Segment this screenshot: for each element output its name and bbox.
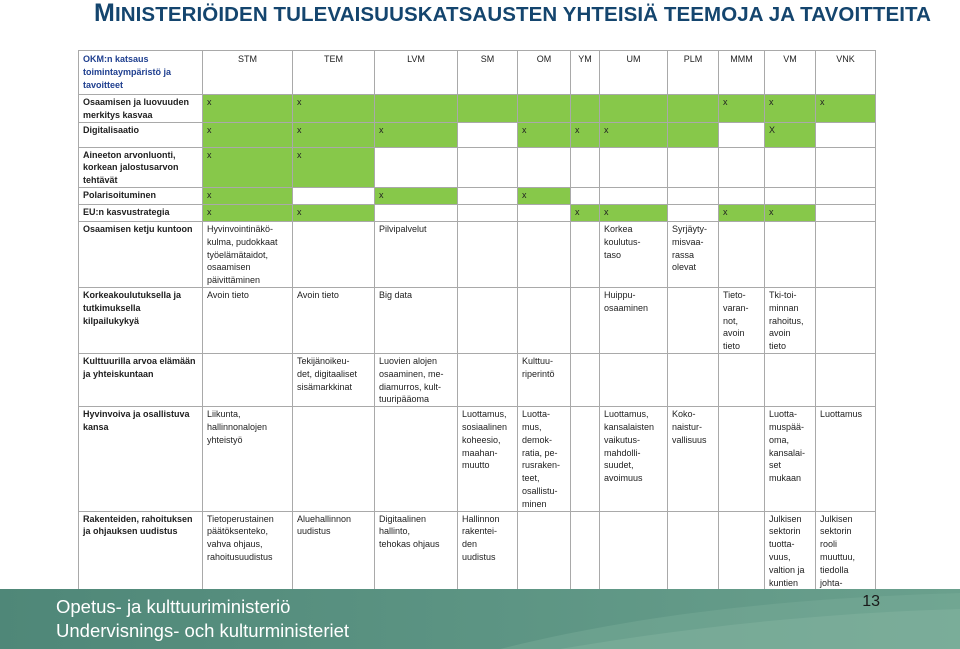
footer-swoosh-decoration (500, 589, 960, 649)
row-topic: Digitalisaatio (79, 122, 203, 147)
table-cell (458, 147, 518, 187)
table-cell (571, 287, 600, 353)
cell-text: x (820, 97, 825, 107)
table-cell (518, 221, 571, 287)
cell-text: Digitaalinen hallinto, tehokas ohjaus (379, 513, 440, 550)
table-cell (375, 95, 458, 123)
table-cell (375, 407, 458, 511)
table-cell (571, 95, 600, 123)
slide-title-rest: INISTERIÖIDEN TULEVAISUUSKATSAUSTEN YHTEISIÄ TEEMOJA JA TAVOITTEITA (114, 3, 932, 26)
cell-text: x (604, 206, 609, 217)
row-topic: Hyvinvoiva ja osallistuva kansa (79, 407, 203, 511)
table-cell (816, 147, 876, 187)
cell-text: Big data (379, 289, 413, 300)
cell-text: x (379, 189, 384, 200)
table-cell (293, 287, 375, 353)
cell-text: x (723, 206, 728, 217)
table-cell (375, 147, 458, 187)
table-cell (816, 287, 876, 353)
table-row (79, 187, 876, 204)
table-cell (203, 147, 293, 187)
table-cell (719, 204, 765, 221)
table-cell (719, 187, 765, 204)
column-header: STM (203, 51, 293, 95)
cell-text: x (575, 124, 580, 135)
cell-text: x (207, 206, 212, 217)
cell-text: Pilvipalvelut (379, 223, 427, 234)
table-row (79, 122, 876, 147)
table-cell (600, 287, 668, 353)
table-cell (293, 221, 375, 287)
table-cell (375, 187, 458, 204)
cell-text: Luotta- muspää- oma, kansalai- set mukaan (769, 409, 806, 484)
column-header: UM (600, 51, 668, 95)
table-cell (719, 95, 765, 123)
table-cell (816, 95, 876, 123)
cell-text: x (522, 189, 527, 200)
table-row (79, 147, 876, 187)
cell-text: x (207, 189, 212, 200)
table-cell (719, 287, 765, 353)
table-cell (816, 204, 876, 221)
cell-text: x (207, 124, 212, 135)
table-row (79, 221, 876, 287)
row-topic: Korkeakoulutuksella ja tutkimuksella kilpailukykyä (79, 287, 203, 353)
cell-text: x (297, 97, 302, 107)
cell-text: Hallinnon rakentei- den uudistus (462, 513, 500, 562)
ministry-name-swedish: Undervisnings- och kulturministeriet (56, 620, 350, 641)
table-cell (458, 287, 518, 353)
column-header: YM (571, 51, 600, 95)
table-cell (600, 353, 668, 406)
column-header: OM (518, 51, 571, 95)
table-cell (518, 187, 571, 204)
table-cell (668, 353, 719, 406)
table-cell (668, 187, 719, 204)
table-cell (571, 353, 600, 406)
table-cell (203, 407, 293, 511)
row-topic: EU:n kasvustrategia (79, 204, 203, 221)
cell-text: Luottamus, sosiaalinen koheesio, maahan- muutto (462, 409, 508, 471)
cell-text: Avoin tieto (297, 289, 339, 300)
cell-text: Kulttuu- riperintö (522, 355, 555, 379)
table-cell (600, 204, 668, 221)
table-cell (458, 353, 518, 406)
table-cell (719, 147, 765, 187)
table-cell (293, 353, 375, 406)
table-cell (293, 204, 375, 221)
cell-text: x (604, 124, 609, 135)
table-cell (375, 122, 458, 147)
cell-text: x (723, 97, 728, 107)
page-number: 13 (862, 593, 880, 610)
cell-text: x (379, 124, 384, 135)
corner-header: OKM:n katsaus toimintaympäristö ja tavoitteet (79, 51, 203, 95)
cell-text: Tki-toi- minnan rahoitus, avoin tieto (769, 289, 804, 352)
table-cell (293, 95, 375, 123)
row-topic: Rakenteiden, rahoituksen ja ohjauksen uudistus (79, 511, 203, 603)
table-cell (816, 122, 876, 147)
table-cell (518, 353, 571, 406)
cell-text: x (207, 149, 212, 160)
cell-text: Korkea koulutus- taso (604, 223, 641, 260)
cell-text: Syrjäyty- misvaa- rassa olevat (672, 223, 708, 273)
table-cell (518, 95, 571, 123)
table-cell (668, 204, 719, 221)
table-cell (203, 204, 293, 221)
cell-text: Julkisen sektorin tuotta- vuus, valtion ja kuntien (769, 513, 805, 588)
row-topic: Polarisoituminen (79, 187, 203, 204)
table-cell (816, 407, 876, 511)
row-topic: Kulttuurilla arvoa elämään ja yhteiskuntaan (79, 353, 203, 406)
column-header: PLM (668, 51, 719, 95)
table-row (79, 407, 876, 511)
table-cell (293, 147, 375, 187)
table-cell (458, 187, 518, 204)
cell-text: x (207, 97, 212, 107)
table-cell (203, 187, 293, 204)
table-row (79, 204, 876, 221)
table-cell (765, 122, 816, 147)
table-cell (765, 287, 816, 353)
table-row (79, 353, 876, 406)
table-cell (203, 221, 293, 287)
cell-text: x (769, 206, 774, 217)
table-cell (600, 147, 668, 187)
table-cell (668, 287, 719, 353)
row-topic: Osaamisen ja luovuuden merkitys kasvaa (79, 95, 203, 123)
cell-text: Tietoperustainen päätöksenteko, vahva ohjaus, rahoitusuudistus (207, 513, 274, 562)
table-cell (518, 122, 571, 147)
table-cell (571, 187, 600, 204)
slide-title-initial: M (94, 0, 115, 27)
table-cell (719, 122, 765, 147)
table-cell (668, 122, 719, 147)
table-cell (518, 204, 571, 221)
cell-text: Huippu- osaaminen (604, 289, 649, 313)
column-header: MMM (719, 51, 765, 95)
table-cell (375, 204, 458, 221)
cell-text: Tieto- varan- not, avoin tieto (723, 289, 749, 352)
cell-text: Tekijänoikeu- det, digitaaliset sisämarkkinat (297, 355, 358, 392)
table-cell (518, 407, 571, 511)
cell-text: Aluehallinnon uudistus (297, 513, 352, 537)
table-cell (293, 187, 375, 204)
cell-text: Julkisen sektorin rooli muuttuu, tiedolla johta- (820, 513, 856, 588)
table-cell (765, 95, 816, 123)
table-cell (668, 221, 719, 287)
table-cell (765, 353, 816, 406)
table-cell (668, 407, 719, 511)
header-row (79, 51, 876, 95)
table-cell (203, 287, 293, 353)
table-cell (458, 122, 518, 147)
cell-text: x (522, 124, 527, 135)
table-cell (518, 287, 571, 353)
cell-text: Luotta- mus, demok- ratia, pe- rusraken- teet, osallistu- minen (522, 409, 561, 509)
table-cell (765, 221, 816, 287)
table-cell (600, 122, 668, 147)
table-cell (203, 95, 293, 123)
cell-text: Hyvinvointinäkö- kulma, pudokkaat työelämätaidot, osaamisen päivittäminen (207, 223, 278, 286)
table-cell (458, 204, 518, 221)
cell-text: Koko- naistur- vallisuus (672, 409, 707, 445)
table-cell (719, 407, 765, 511)
table-cell (816, 187, 876, 204)
ministry-theme-matrix (78, 50, 876, 604)
table-cell (571, 221, 600, 287)
ministry-name-finnish: Opetus- ja kulttuuriministeriö (56, 596, 291, 617)
table-cell (458, 407, 518, 511)
column-header: SM (458, 51, 518, 95)
table-cell (719, 353, 765, 406)
table-cell (816, 353, 876, 406)
table-cell (571, 122, 600, 147)
table-cell (571, 204, 600, 221)
table-cell (375, 287, 458, 353)
cell-text: Luottamus (820, 409, 863, 420)
table-cell (765, 204, 816, 221)
slide-title (94, 2, 931, 26)
table-cell (668, 95, 719, 123)
cell-text: x (575, 206, 580, 217)
cell-text: x (297, 206, 302, 217)
table-cell (600, 95, 668, 123)
table-row (79, 287, 876, 353)
row-topic: Osaamisen ketju kuntoon (79, 221, 203, 287)
table-cell (375, 221, 458, 287)
table-cell (816, 221, 876, 287)
cell-text: x (297, 149, 302, 160)
table-cell (458, 221, 518, 287)
table-cell (458, 95, 518, 123)
cell-text: X (769, 124, 776, 135)
cell-text: x (297, 124, 302, 135)
table-cell (293, 407, 375, 511)
row-topic: Aineeton arvonluonti, korkean jalostusarvon tehtävät (79, 147, 203, 187)
table-cell (600, 187, 668, 204)
table-cell (600, 221, 668, 287)
cell-text: x (769, 97, 774, 107)
table-cell (719, 221, 765, 287)
cell-text: Avoin tieto (207, 289, 249, 300)
table-cell (765, 147, 816, 187)
matrix-body (79, 95, 876, 604)
table-cell (203, 122, 293, 147)
table-cell (375, 353, 458, 406)
column-header: VM (765, 51, 816, 95)
table-cell (203, 353, 293, 406)
table-row (79, 95, 876, 123)
table-cell (293, 122, 375, 147)
column-header: TEM (293, 51, 375, 95)
table-cell (765, 187, 816, 204)
table-cell (518, 147, 571, 187)
table-cell (571, 147, 600, 187)
cell-text: Luottamus, kansalaisten vaikutus- mahdolli- suudet, avoimuus (604, 409, 655, 484)
cell-text: Liikunta, hallinnonalojen yhteistyö (207, 409, 268, 445)
table-cell (765, 407, 816, 511)
cell-text: Luovien alojen osaaminen, me- diamurros, kult- tuuripääoma (379, 355, 444, 405)
table-cell (668, 147, 719, 187)
column-header: VNK (816, 51, 876, 95)
column-header: LVM (375, 51, 458, 95)
table-cell (600, 407, 668, 511)
table-cell (571, 407, 600, 511)
